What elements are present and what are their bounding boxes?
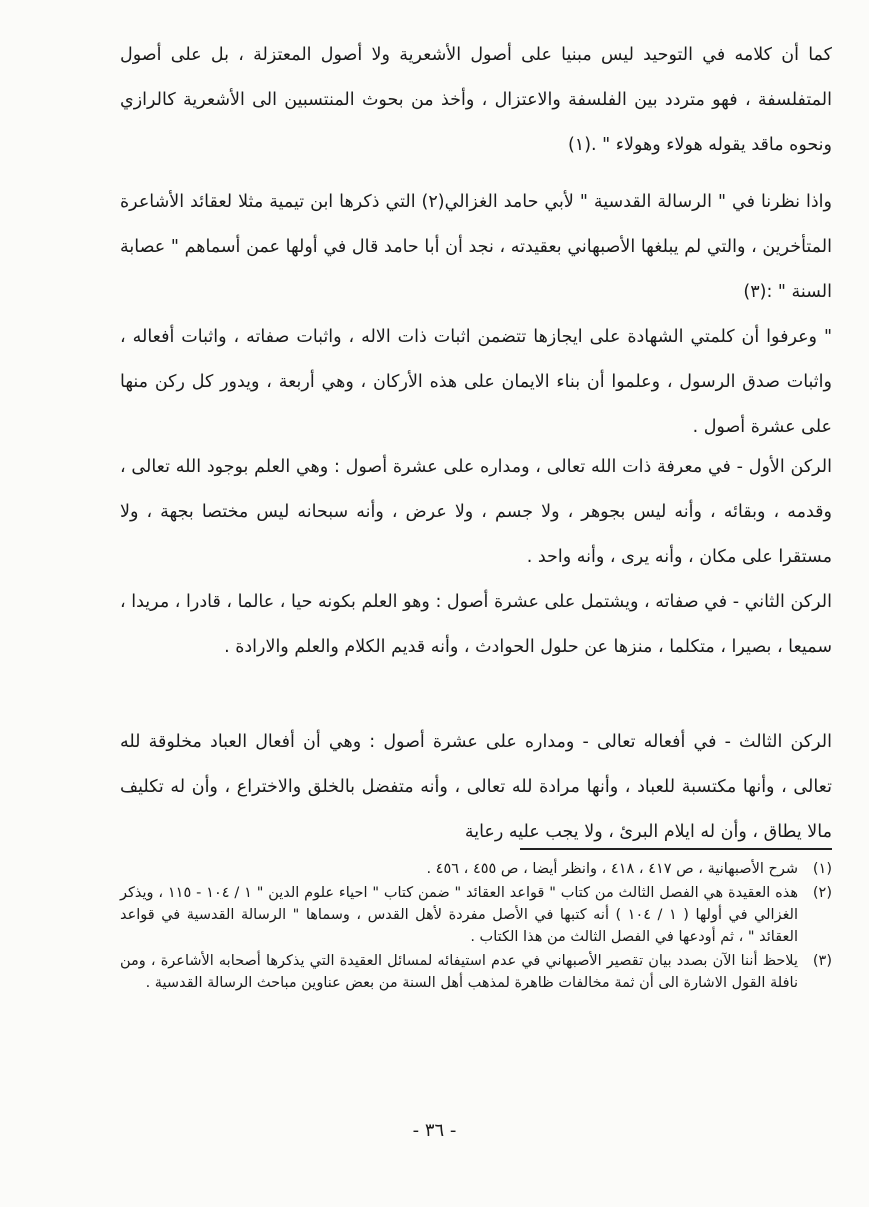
footnote-3 [120, 950, 832, 994]
footnote-separator [520, 848, 832, 850]
footnote-1 [120, 858, 832, 880]
footnote-text: يلاحظ أننا الآن بصدد بيان تقصير الأصبهاني في عدم استيفائه لمسائل العقيدة التي يذكرها أصحابه الأشاعرة ، ومن نافلة القول الاشارة الى أن ثمة مخالفات ظاهرة لمذهب أهل السنة من بعض عناوين مباحث الرسالة القدسية . [120, 953, 798, 991]
page-number: - ٣٦ - [412, 1120, 457, 1141]
quote-paragraph-pillar-3: الركن الثالث - في أفعاله تعالى - ومداره على عشرة أصول : وهي أن أفعال العباد مخلوقة لله تعالى ، وأنها مكتسبة للعباد ، وأنها مرادة لله تعالى ، وأنه متفضل بالخلق والاختراع ، وأن له تكليف مالا يطاق ، وأن له ايلام البرئ ، ولا يجب عليه رعاية [120, 732, 832, 842]
footnotes [120, 858, 832, 996]
footnote-number: (٢) [812, 885, 832, 901]
footnote-text: هذه العقيدة هي الفصل الثالث من كتاب " قواعد العقائد " ضمن كتاب " احياء علوم الدين " ١ / ١٠٤ - ١١٥ ، ويذكر الغزالي في أولها ( ١ / ١٠٤ ) أنه كتبها في الأصل مفردة لأهل القدس ، وسماها " الرسالة القدسية في قواعد العقائد " ، ثم أودعها في الفصل الثالث من هذا الكتاب . [120, 885, 799, 945]
paragraph-1: كما أن كلامه في التوحيد ليس مبنيا على أصول الأشعرية ولا أصول المعتزلة ، بل على أصول المتفلسفة ، فهو متردد بين الفلسفة والاعتزال ، وأخذ من بحوث المنتسبين الى الأشعرية كالرازي ونحوه ماقد يقوله هولاء وهولاء " .(١) [120, 45, 832, 155]
footnote-number: (٣) [812, 953, 832, 969]
quote-paragraph-pillar-2: الركن الثاني - في صفاته ، ويشتمل على عشرة أصول : وهو العلم بكونه حيا ، عالما ، قادرا ، مريدا ، سميعا ، بصيرا ، متكلما ، منزها عن حلول الحوادث ، وأنه قديم الكلام والعلم والارادة . [120, 592, 832, 657]
paragraph-2: واذا نظرنا في " الرسالة القدسية " لأبي حامد الغزالي(٢) التي ذكرها ابن تيمية مثلا لعقائد الأشاعرة المتأخرين ، والتي لم يبلغها الأصبهاني بعقيدته ، نجد أن أبا حامد قال في أولها عمن أسماهم " عصابة السنة " :(٣) [120, 192, 832, 302]
footnote-2 [120, 882, 832, 948]
footnote-text: شرح الأصبهانية ، ص ٤١٧ ، ٤١٨ ، وانظر أيضا ، ص ٤٥٥ ، ٤٥٦ . [426, 861, 798, 877]
quote-paragraph-pillar-1: الركن الأول - في معرفة ذات الله تعالى ، ومداره على عشرة أصول : وهي العلم بوجود الله تعالى ، وقدمه ، وبقائه ، وأنه ليس بجوهر ، ولا جسم ، ولا عرض ، وأنه سبحانه ليس مختصا بجهة ، ولا مستقرا على مكان ، وأنه يرى ، وأنه واحد . [120, 457, 832, 567]
footnote-number: (١) [812, 861, 832, 877]
quote-paragraph-1: " وعرفوا أن كلمتي الشهادة على ايجازها تتضمن اثبات ذات الاله ، واثبات صفاته ، واثبات أفعاله ، واثبات صدق الرسول ، وعلموا أن بناء الايمان على هذه الأركان ، وهي أربعة ، ويدور كل ركن منها على عشرة أصول . [120, 327, 832, 437]
